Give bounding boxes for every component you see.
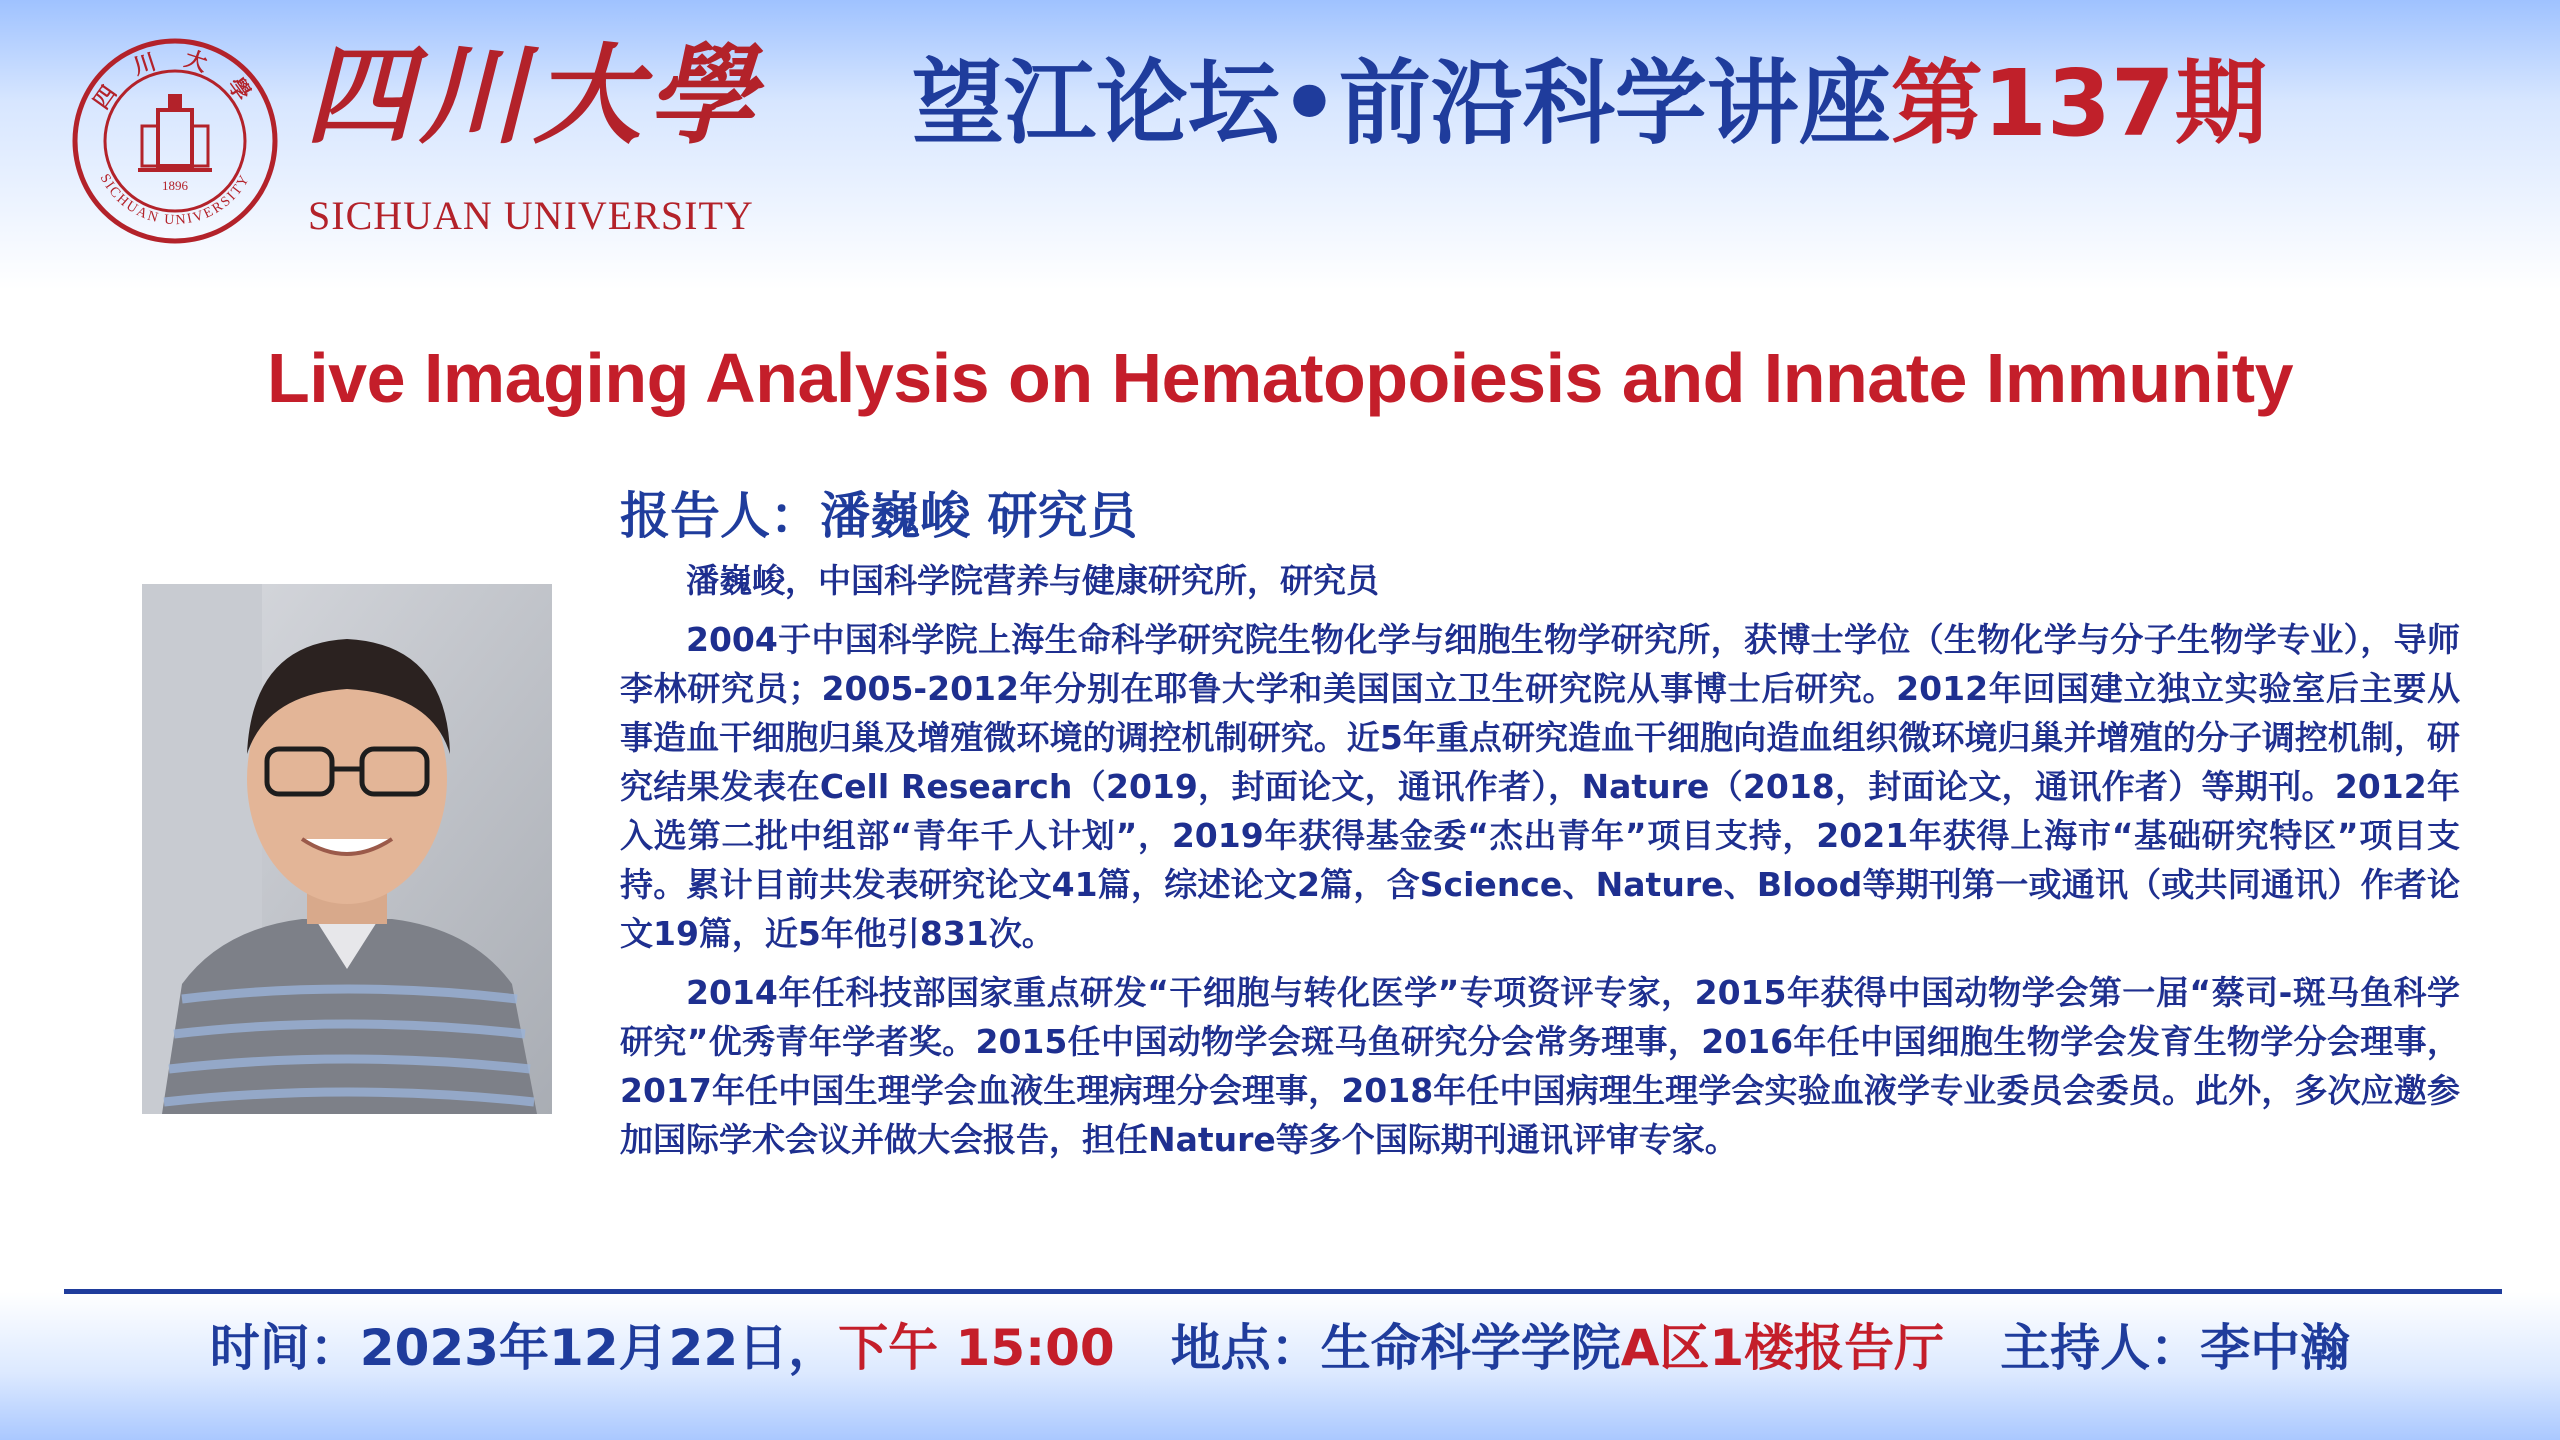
bio-paragraph: 2004于中国科学院上海生命科学研究院生物化学与细胞生物学研究所，获博士学位（生物化学与分子生物学专业），导师李林研究员；2005-2012年分别在耶鲁大学和美国国立卫生研究院从事博士后研究。2012年回国建立独立实验室后主要从事造血干细胞归巢及增殖微环境的调控机制研究。近5年重点研究造血干细胞向造血组织微环境归巢并增殖的分子调控机制，研究结果发表在Cell Research（2019，封面论文，通讯作者），Nature（2018，封面论文，通讯作者）等期刊。2012年入选第二批中组部“青年千人计划”，2019年获得基金委“杰出青年”项目支持，2021年获得上海市“基础研究特区”项目支持。累计目前共发表研究论文41篇，综述论文2篇，含Science、Nature、Blood等期刊第一或通讯（或共同通讯）作者论文19篇，近5年他引831次。	[620, 620, 2460, 953]
event-venue-label: 地点：生命科学学院	[1170, 1319, 1621, 1377]
event-time: 下午 15:00	[838, 1319, 1115, 1377]
speaker-line: 报告人：潘巍峻 研究员	[620, 487, 1138, 545]
speaker-photo	[142, 584, 552, 1114]
event-venue-room: A区1楼报告厅	[1620, 1319, 1945, 1377]
university-name-en: SICHUAN UNIVERSITY	[308, 193, 754, 238]
lecture-series-title	[912, 50, 2267, 157]
lecture-issue-number: 第137期	[1890, 50, 2267, 157]
svg-text:SICHUAN UNIVERSITY: SICHUAN UNIVERSITY	[96, 171, 254, 229]
svg-text:1896: 1896	[162, 178, 188, 193]
event-host: 主持人：李中瀚	[2000, 1319, 2351, 1377]
university-name-cn: 四川大學	[305, 33, 762, 159]
lecture-series-name: 望江论坛•前沿科学讲座	[912, 50, 1891, 157]
event-info	[0, 1308, 2560, 1380]
university-seal-logo	[70, 36, 280, 246]
svg-text:四 川 大 學: 四 川 大 學	[88, 45, 262, 114]
bio-paragraph: 2014年任科技部国家重点研发“干细胞与转化医学”专项资评专家，2015年获得中国动物学会第一届“蔡司-斑马鱼科学研究”优秀青年学者奖。2015任中国动物学会斑马鱼研究分会常务理事，2016年任中国细胞生物学会发育生物学分会理事，2017年任中国生理学会血液生理病理分会理事，2018年任中国病理生理学会实验血液学专业委员会委员。此外，多次应邀参加国际学术会议并做大会报告，担任Nature等多个国际期刊通讯评审专家。	[620, 973, 2460, 1159]
talk-title: Live Imaging Analysis on Hematopoiesis and Innate Immunity	[266, 339, 2294, 417]
event-date: 时间：2023年12月22日，	[209, 1319, 839, 1377]
bio-paragraph: 潘巍峻，中国科学院营养与健康研究所，研究员	[686, 561, 1379, 600]
speaker-bio	[620, 556, 2460, 1174]
footer-divider	[64, 1289, 2502, 1294]
